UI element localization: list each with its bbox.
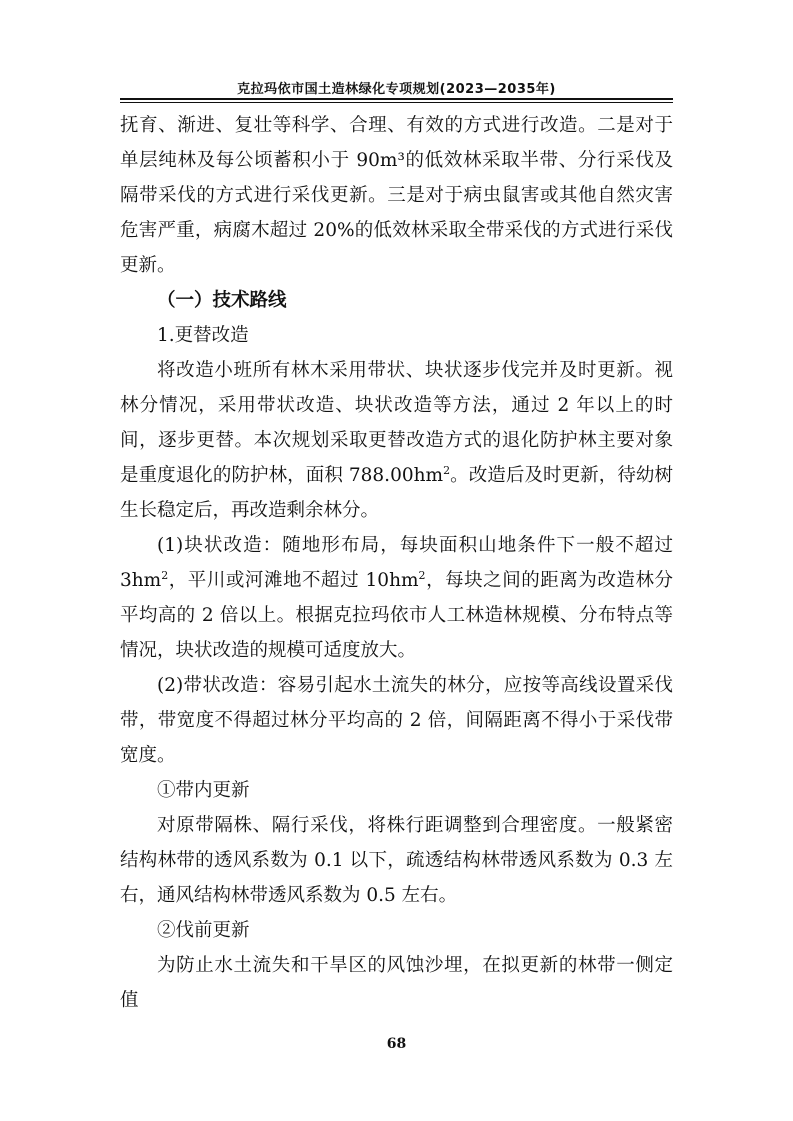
header-rule-thick <box>120 98 673 100</box>
paragraph-block-transformation: (1)块状改造：随地形布局，每块面积山地条件下一般不超过 $3hm^2$，平川或河滩地不超过 $10hm^2$，每块之间的距离为改造林分平均高的 2 倍以上。根据克拉玛依市人工林造林规模、分布特点等情况，块状改造的规模可适度放大。 <box>120 535 673 661</box>
page-body <box>120 108 673 1018</box>
paragraph-pre-cut-renewal: 为防止水土流失和干旱区的风蚀沙埋，在拟更新的林带一侧定值 <box>120 955 673 1011</box>
page-number: 68 <box>386 1036 407 1052</box>
item-heading-in-belt-renewal: ①带内更新 <box>157 780 250 801</box>
paragraph-replacement-description: 将改造小班所有林木采用带状、块状逐步伐完并及时更新。视林分情况，采用带状改造、块状改造等方法，通过 2 年以上的时间，逐步更替。本次规划采取更替改造方式的退化防护林主要对象是重度退化的防护林，面积 $788.00hm^2$。改造后及时更新，待幼树生长稳定后，再改造剩余林分。 <box>120 360 673 521</box>
paragraph-strip-transformation: (2)带状改造：容易引起水土流失的林分，应按等高线设置采伐带，带宽度不得超过林分平均高的 2 倍，间隔距离不得小于采伐带宽度。 <box>120 675 673 766</box>
item-heading-pre-cut-renewal: ②伐前更新 <box>157 920 250 941</box>
paragraph-in-belt-renewal: 对原带隔株、隔行采伐，将株行距调整到合理密度。一般紧密结构林带的透风系数为 0.1 以下，疏透结构林带透风系数为 0.3 左右，通风结构林带透风系数为 0.5 左右。 <box>120 815 673 906</box>
header-rule-thin <box>120 102 673 103</box>
running-header: 克拉玛依市国土造林绿化专项规划(2023—2035年) <box>237 82 556 97</box>
paragraph-continuation: 抚育、渐进、复壮等科学、合理、有效的方式进行改造。二是对于单层纯林及每公顷蓄积小于 90m³的低效林采取半带、分行采伐及隔带采伐的方式进行采伐更新。三是对于病虫鼠害或其他自然灾害危害严重，病腐木超过 20%的低效林采取全带采伐的方式进行采伐更新。 <box>120 115 673 276</box>
section-heading-technical-route: （一）技术路线 <box>157 290 287 311</box>
subsection-heading-replacement: 1.更替改造 <box>157 325 249 346</box>
